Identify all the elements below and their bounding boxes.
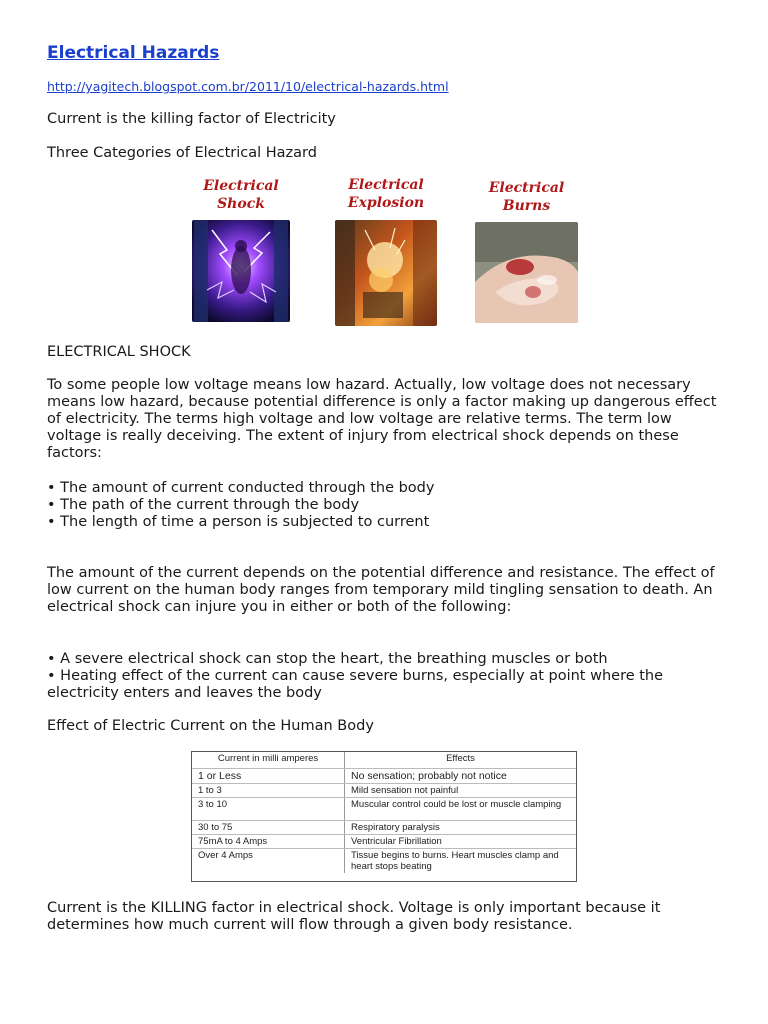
table-cell: Over 4 Amps	[192, 849, 345, 874]
table-cell: 1 to 3	[192, 784, 345, 798]
factors-list	[47, 480, 723, 531]
table-row	[192, 798, 576, 821]
intro-line-categories: Three Categories of Electrical Hazard	[47, 145, 317, 161]
table-cell: Respiratory paralysis	[345, 821, 577, 835]
hazard-explosion-caption: Electrical Explosion	[347, 177, 425, 211]
table-cell: No sensation; probably not notice	[345, 769, 577, 784]
hazard-explosion	[335, 176, 437, 326]
electric-shock-image	[192, 220, 290, 322]
list-item: • Heating effect of the current can cause severe burns, especially at point where the electricity enters and leaves the body	[47, 668, 664, 701]
source-url-link[interactable]: http://yagitech.blogspot.com.br/2011/10/electrical-hazards.html	[47, 79, 449, 94]
paragraph-low-voltage-text: To some people low voltage means low hazard. Actually, low voltage does not necessary means low hazard, because potential difference is only a factor making up dangerous effect of electricity. The terms high voltage and low voltage are relative terms. The term low voltage is really deceiving. The extent of injury from electrical shock depends on these factors:	[47, 377, 717, 461]
shock-heading: ELECTRICAL SHOCK	[47, 344, 191, 360]
table-cell: 3 to 10	[192, 798, 345, 821]
hazard-shock	[192, 177, 290, 323]
table-cell: Mild sensation not painful	[345, 784, 577, 798]
electric-explosion-image	[335, 220, 437, 326]
table-cell: 30 to 75	[192, 821, 345, 835]
table-header-effects: Effects	[345, 752, 577, 769]
paragraph-current-amount	[47, 565, 723, 616]
table-row	[192, 849, 576, 874]
hazard-burns	[475, 179, 578, 323]
paragraph-closing	[47, 900, 723, 934]
table-cell: Ventricular Fibrillation	[345, 835, 577, 849]
table-cell: Tissue begins to burns. Heart muscles clamp and heart stops beating	[351, 850, 559, 872]
table-row	[192, 821, 576, 835]
paragraph-low-voltage	[47, 377, 723, 462]
paragraph-current-amount-text: The amount of the current depends on the potential difference and resistance. The effect of low current on the human body ranges from temporary mild tingling sensation to death. An electrical shock can injure you in either or both of the following:	[47, 565, 715, 615]
list-item: • A severe electrical shock can stop the heart, the breathing muscles or both	[47, 651, 608, 667]
table-cell: 1 or Less	[192, 769, 345, 784]
table-cell: 75mA to 4 Amps	[192, 835, 345, 849]
list-item: • The amount of current conducted through the body	[47, 480, 435, 496]
table-header-row	[192, 752, 576, 769]
page-title-link[interactable]: Electrical Hazards	[47, 43, 220, 63]
hazard-burns-caption: Electrical Burns	[488, 180, 565, 214]
hazard-shock-caption: Electrical Shock	[203, 178, 279, 212]
table-cell: Muscular control could be lost or muscle clamping	[345, 798, 577, 821]
list-item: • The path of the current through the body	[47, 497, 360, 513]
table-header-current: Current in milli amperes	[192, 752, 345, 769]
current-effects-table	[191, 751, 577, 882]
paragraph-closing-text: Current is the KILLING factor in electrical shock. Voltage is only important because it determines how much current will flow through a given body resistance.	[47, 900, 661, 933]
effect-heading: Effect of Electric Current on the Human Body	[47, 718, 374, 734]
intro-line-killing-factor: Current is the killing factor of Electricity	[47, 111, 336, 127]
injuries-list	[47, 651, 723, 702]
list-item: • The length of time a person is subjected to current	[47, 514, 430, 530]
table-row	[192, 784, 576, 798]
table-row	[192, 835, 576, 849]
electric-burns-image	[475, 222, 578, 323]
table-row	[192, 769, 576, 784]
